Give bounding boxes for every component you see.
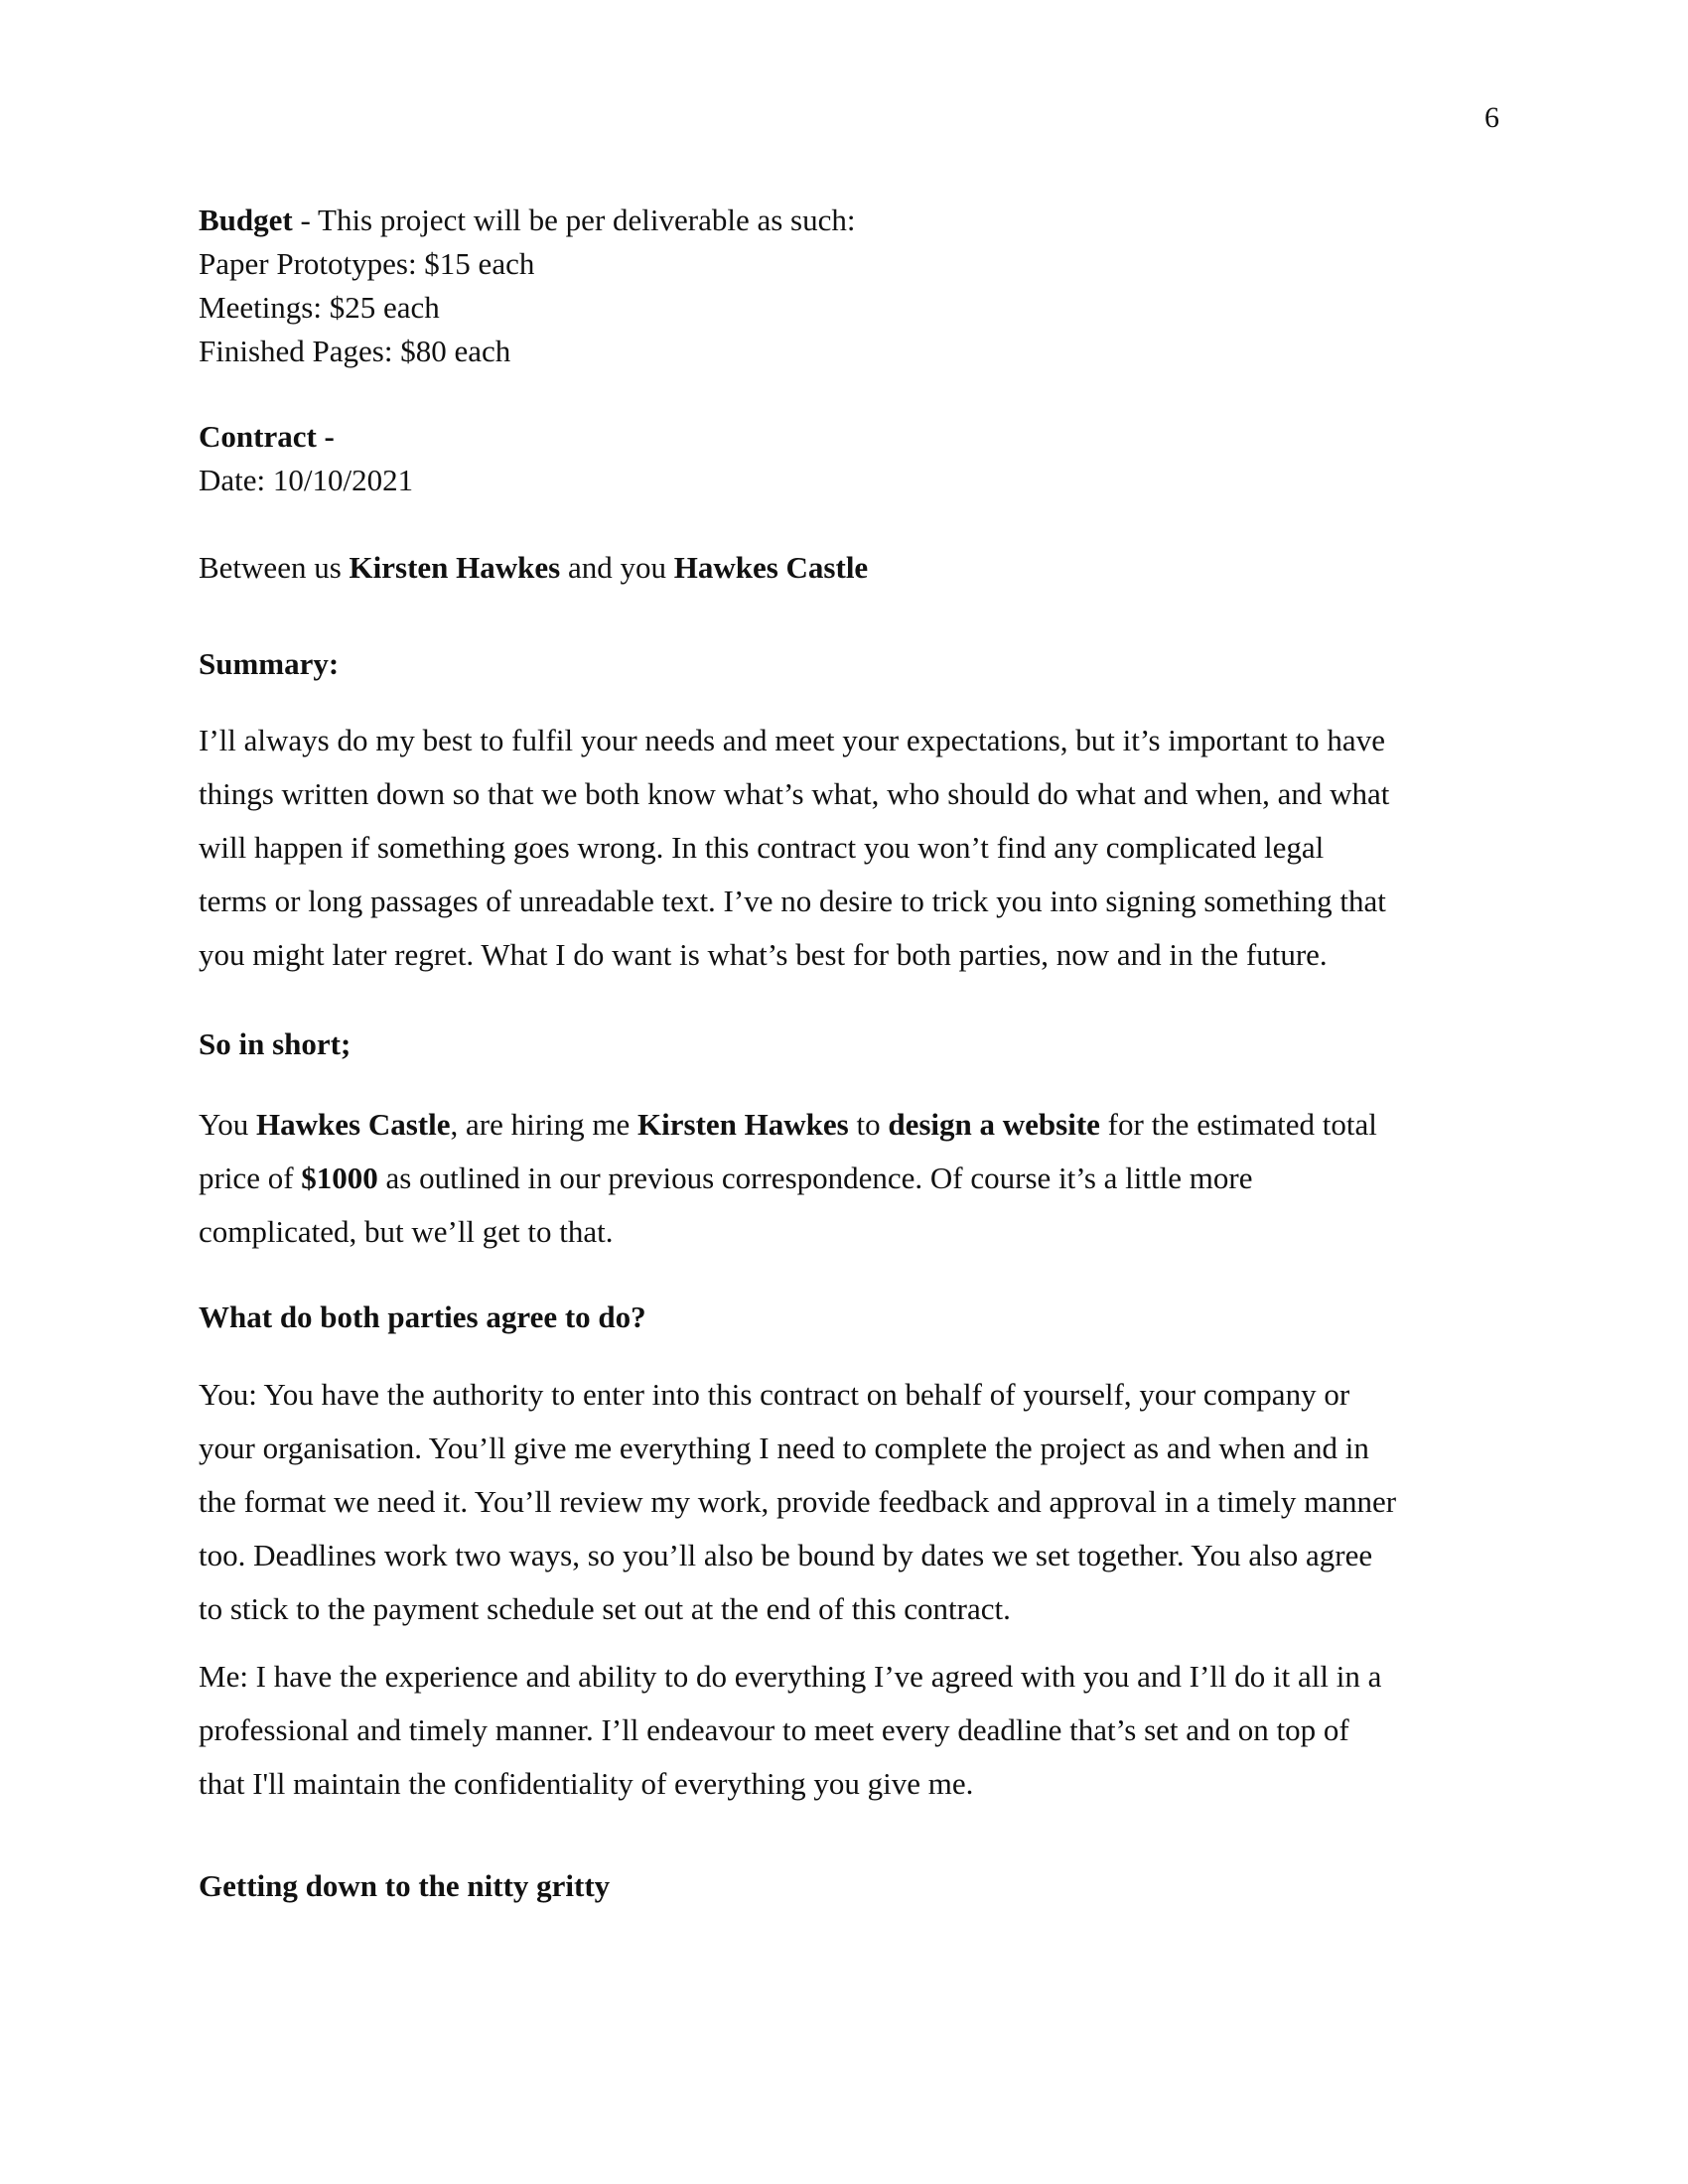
budget-intro: - This project will be per deliverable as such: [292,203,856,237]
agree-heading: What do both parties agree to do? [199,1299,646,1334]
nitty-gritty-heading: Getting down to the nitty gritty [199,1868,611,1903]
summary-heading: Summary: [199,646,340,681]
summary-line: things written down so that we both know what’s what, who should do what and when, and what [199,776,1390,811]
party-you: Hawkes Castle [673,550,869,585]
budget-item: Paper Prototypes: $15 each [199,246,535,281]
budget-heading: Budget [199,203,293,237]
agree-you-paragraph [199,1368,1499,1636]
contract-section [199,415,1499,502]
agree-heading-block [199,1296,1499,1339]
agree-me-line: Me: I have the experience and ability to do everything I’ve agreed with you and I’ll do it all in a [199,1659,1382,1694]
agree-you-line: too. Deadlines work two ways, so you’ll also be bound by dates we set together. You also agree [199,1538,1373,1572]
in-short-heading-block [199,1023,1499,1066]
contract-heading-line [199,415,1499,459]
agree-you-line: your organisation. You’ll give me everything I need to complete the project as and when and in [199,1431,1369,1465]
nitty-gritty-heading-block [199,1864,1499,1908]
budget-intro-line [199,199,1499,242]
designer-name: Kirsten Hawkes [637,1107,849,1142]
summary-paragraph [199,714,1499,982]
in-short-text: to [848,1107,889,1142]
in-short-text: for the estimated total [1099,1107,1377,1142]
parties-middle: and you [560,550,674,585]
summary-line: I’ll always do my best to fulfil your needs and meet your expectations, but it’s important to have [199,723,1385,757]
in-short-text: , are hiring me [450,1107,638,1142]
page-number: 6 [1484,101,1499,134]
total-price: $1000 [301,1160,378,1195]
summary-line: terms or long passages of unreadable text. I’ve no desire to trick you into signing something that [199,884,1386,918]
in-short-line [199,1098,1499,1152]
agree-me-paragraph [199,1650,1499,1811]
service-name: design a website [888,1107,1100,1142]
budget-item: Meetings: $25 each [199,290,440,325]
in-short-text: as outlined in our previous correspondence. Of course it’s a little more [377,1160,1253,1195]
agree-me-line: that I'll maintain the confidentiality of everything you give me. [199,1766,974,1801]
budget-item: Finished Pages: $80 each [199,334,511,368]
parties-prefix: Between us [199,550,350,585]
summary-heading-block [199,642,1499,686]
client-name: Hawkes Castle [256,1107,451,1142]
in-short-heading: So in short; [199,1026,352,1061]
contract-heading: Contract [199,419,317,454]
parties-sentence [199,546,1499,590]
in-short-line [199,1152,1499,1205]
in-short-text: price of [199,1160,302,1195]
agree-you-line: You: You have the authority to enter into this contract on behalf of yourself, your company or [199,1377,1350,1412]
in-short-line: complicated, but we’ll get to that. [199,1214,614,1249]
party-me: Kirsten Hawkes [349,550,561,585]
agree-me-line: professional and timely manner. I’ll endeavour to meet every deadline that’s set and on top of [199,1712,1349,1747]
agree-you-line: the format we need it. You’ll review my work, provide feedback and approval in a timely manner [199,1484,1397,1519]
parties-line [199,546,1499,590]
contract-heading-suffix: - [316,419,335,454]
contract-date: Date: 10/10/2021 [199,463,414,497]
summary-line: will happen if something goes wrong. In this contract you won’t find any complicated legal [199,830,1325,865]
budget-section [199,199,1499,373]
agree-you-line: to stick to the payment schedule set out at the end of this contract. [199,1591,1011,1626]
in-short-paragraph [199,1098,1499,1259]
in-short-text: You [199,1107,257,1142]
summary-line: you might later regret. What I do want is what’s best for both parties, now and in the future. [199,937,1328,972]
